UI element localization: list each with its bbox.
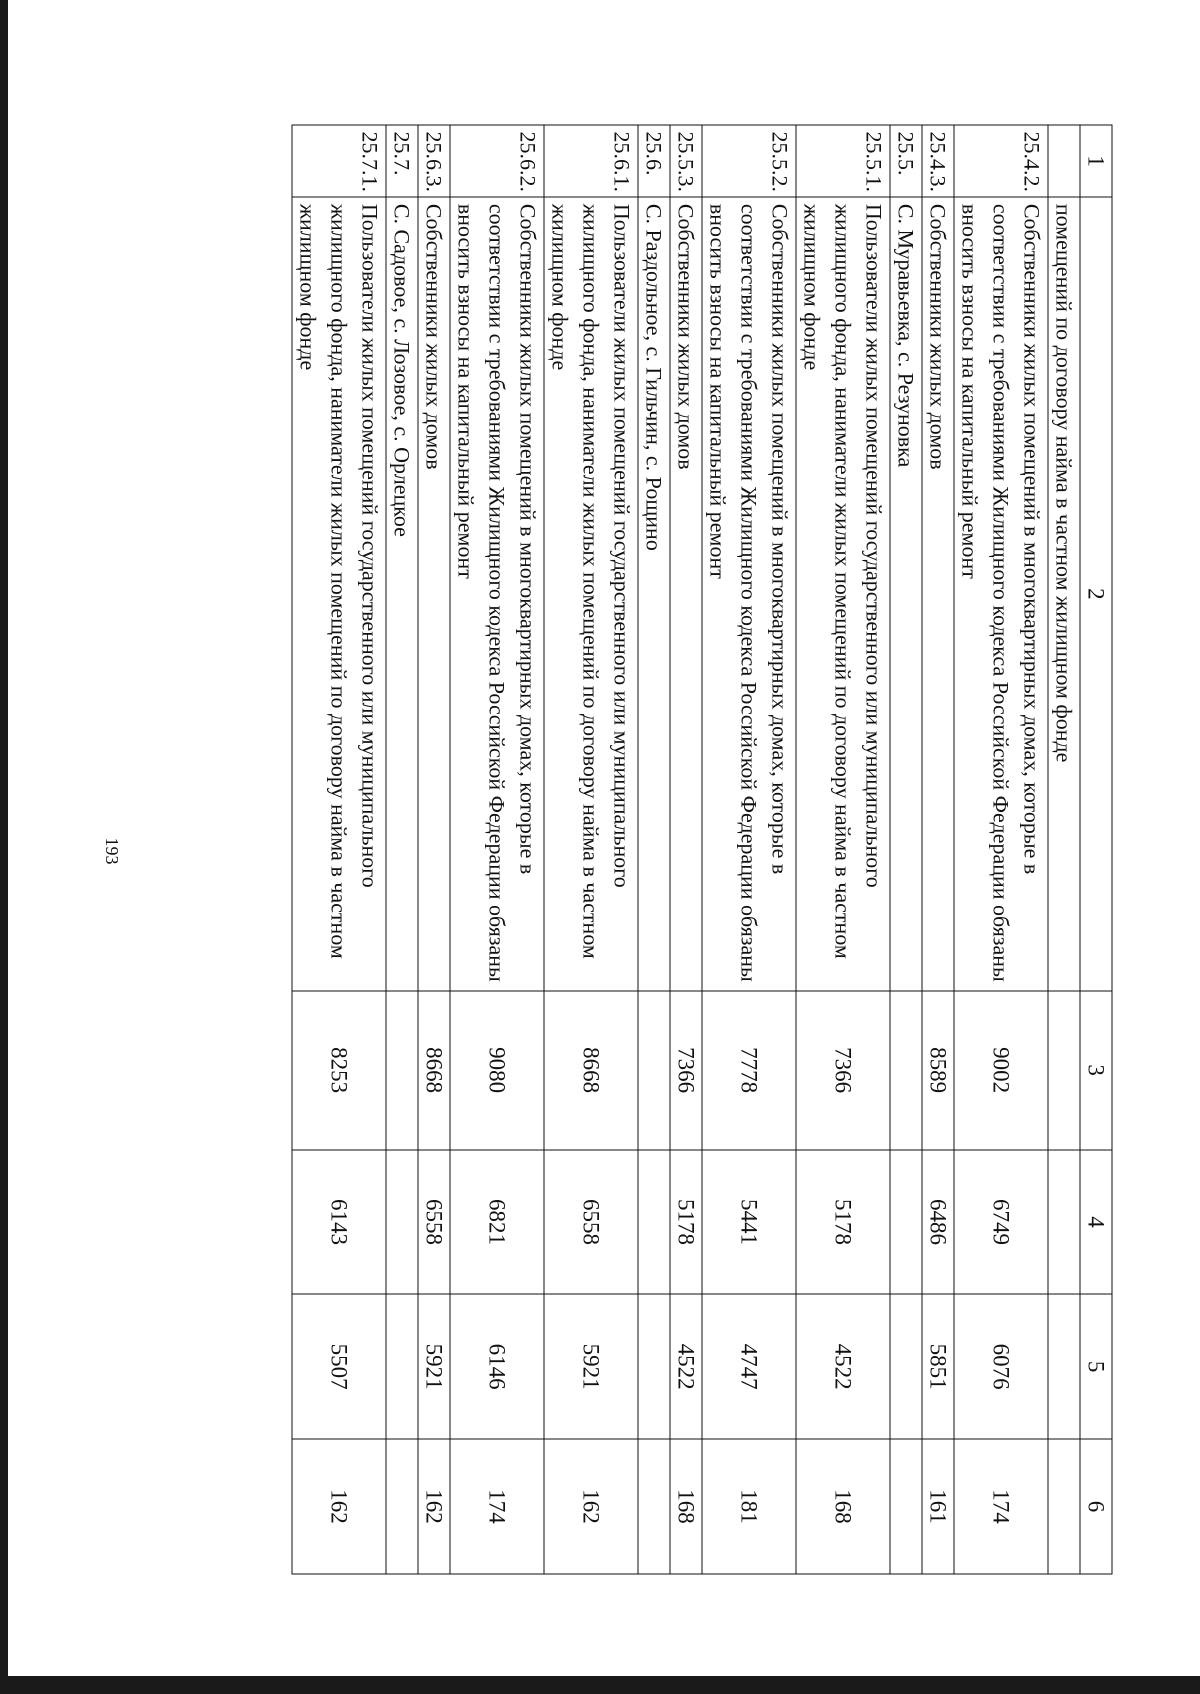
value-col3: 8589 [922,991,954,1150]
value-col5: 4522 [670,1294,702,1439]
row-code: 25.5.2. [702,125,796,197]
row-description: помещений по договору найма в частном жилищном фонде [1048,197,1080,990]
header-cell: 2 [1080,197,1112,990]
table-row [922,125,954,1574]
row-code: 25.7.1. [292,125,386,197]
value-col3: 7366 [796,991,890,1150]
table-row [450,125,544,1574]
value-col6: 168 [796,1439,890,1574]
header-row [1080,125,1112,1574]
value-col4: 6143 [292,1150,386,1295]
table-row [1048,125,1080,1574]
table-row [292,125,386,1574]
value-col6: 168 [670,1439,702,1574]
value-col6: 174 [954,1439,1048,1574]
value-col6: 162 [292,1439,386,1574]
value-col5: 4522 [796,1294,890,1439]
row-code: 25.6.1. [544,125,638,197]
value-col3 [386,991,418,1150]
value-col6: 162 [418,1439,450,1574]
row-description: Пользователи жилых помещений государственного или муниципального жилищного фонда, наниматели жилых помещений по договору найма в частном жилищном фонде [292,197,386,990]
value-col3: 9080 [450,991,544,1150]
value-col4: 6821 [450,1150,544,1295]
row-description: С. Муравьевка, с. Резуновка [890,197,922,990]
value-col6: 174 [450,1439,544,1574]
scan-edge-left [0,0,8,1694]
row-description: Пользователи жилых помещений государственного или муниципального жилищного фонда, наниматели жилых помещений по договору найма в частном жилищном фонде [796,197,890,990]
header-cell: 3 [1080,991,1112,1150]
value-col4 [890,1150,922,1295]
value-col5 [890,1294,922,1439]
table-row [638,125,670,1574]
row-code: 25.6.2. [450,125,544,197]
value-col5: 5921 [544,1294,638,1439]
value-col4: 5178 [670,1150,702,1295]
table-body [292,125,1080,1574]
value-col5 [386,1294,418,1439]
value-col5 [638,1294,670,1439]
value-col5 [1048,1294,1080,1439]
header-cell: 1 [1080,125,1112,197]
row-description: С. Раздольное, с. Гильчин, с. Рощино [638,197,670,990]
row-description: Собственники жилых домов [922,197,954,990]
table-row [890,125,922,1574]
row-description: Собственники жилых помещений в многоквартирных домах, которые в соответствии с требованиями Жилищного кодекса Российской Федерации обязаны вносить взносы на капитальный ремонт [954,197,1048,990]
value-col3: 8253 [292,991,386,1150]
value-col3 [638,991,670,1150]
value-col3: 7366 [670,991,702,1150]
table-row [670,125,702,1574]
row-description: Пользователи жилых помещений государственного или муниципального жилищного фонда, наниматели жилых помещений по договору найма в частном жилищном фонде [544,197,638,990]
page-number: 193 [102,837,122,865]
row-code: 25.7. [386,125,418,197]
row-description: С. Садовое, с. Лозовое, с. Орлецкое [386,197,418,990]
rotated-table-container [188,125,1113,1575]
value-col6: 161 [922,1439,954,1574]
tariff-table [292,125,1113,1575]
value-col6 [890,1439,922,1574]
row-code: 25.6. [638,125,670,197]
scan-edge-bottom [0,1676,1200,1694]
value-col5: 5507 [292,1294,386,1439]
value-col3: 7778 [702,991,796,1150]
value-col4: 6558 [418,1150,450,1295]
value-col5: 5851 [922,1294,954,1439]
value-col5: 6076 [954,1294,1048,1439]
value-col6 [1048,1439,1080,1574]
value-col5: 4747 [702,1294,796,1439]
table-row [386,125,418,1574]
value-col5: 5921 [418,1294,450,1439]
value-col6 [638,1439,670,1574]
value-col3 [890,991,922,1150]
value-col4: 5441 [702,1150,796,1295]
value-col4: 6486 [922,1150,954,1295]
row-description: Собственники жилых помещений в многоквартирных домах, которые в соответствии с требованиями Жилищного кодекса Российской Федерации обязаны вносить взносы на капитальный ремонт [702,197,796,990]
table-row [418,125,450,1574]
header-cell: 4 [1080,1150,1112,1295]
value-col3: 8668 [418,991,450,1150]
row-code: 25.5. [890,125,922,197]
row-code [1048,125,1080,197]
value-col4: 5178 [796,1150,890,1295]
row-code: 25.5.3. [670,125,702,197]
value-col4 [1048,1150,1080,1295]
table-row [702,125,796,1574]
row-description: Собственники жилых домов [418,197,450,990]
table-row [954,125,1048,1574]
value-col4 [638,1150,670,1295]
value-col6: 181 [702,1439,796,1574]
row-code: 25.6.3. [418,125,450,197]
value-col3: 8668 [544,991,638,1150]
value-col3: 9002 [954,991,1048,1150]
value-col6: 162 [544,1439,638,1574]
table-row [796,125,890,1574]
table-row [544,125,638,1574]
value-col4: 6749 [954,1150,1048,1295]
row-code: 25.5.1. [796,125,890,197]
header-cell: 6 [1080,1439,1112,1574]
value-col5: 6146 [450,1294,544,1439]
value-col4: 6558 [544,1150,638,1295]
value-col4 [386,1150,418,1295]
header-cell: 5 [1080,1294,1112,1439]
row-description: Собственники жилых домов [670,197,702,990]
value-col3 [1048,991,1080,1150]
row-code: 25.4.2. [954,125,1048,197]
value-col6 [386,1439,418,1574]
row-code: 25.4.3. [922,125,954,197]
row-description: Собственники жилых помещений в многоквартирных домах, которые в соответствии с требованиями Жилищного кодекса Российской Федерации обязаны вносить взносы на капитальный ремонт [450,197,544,990]
